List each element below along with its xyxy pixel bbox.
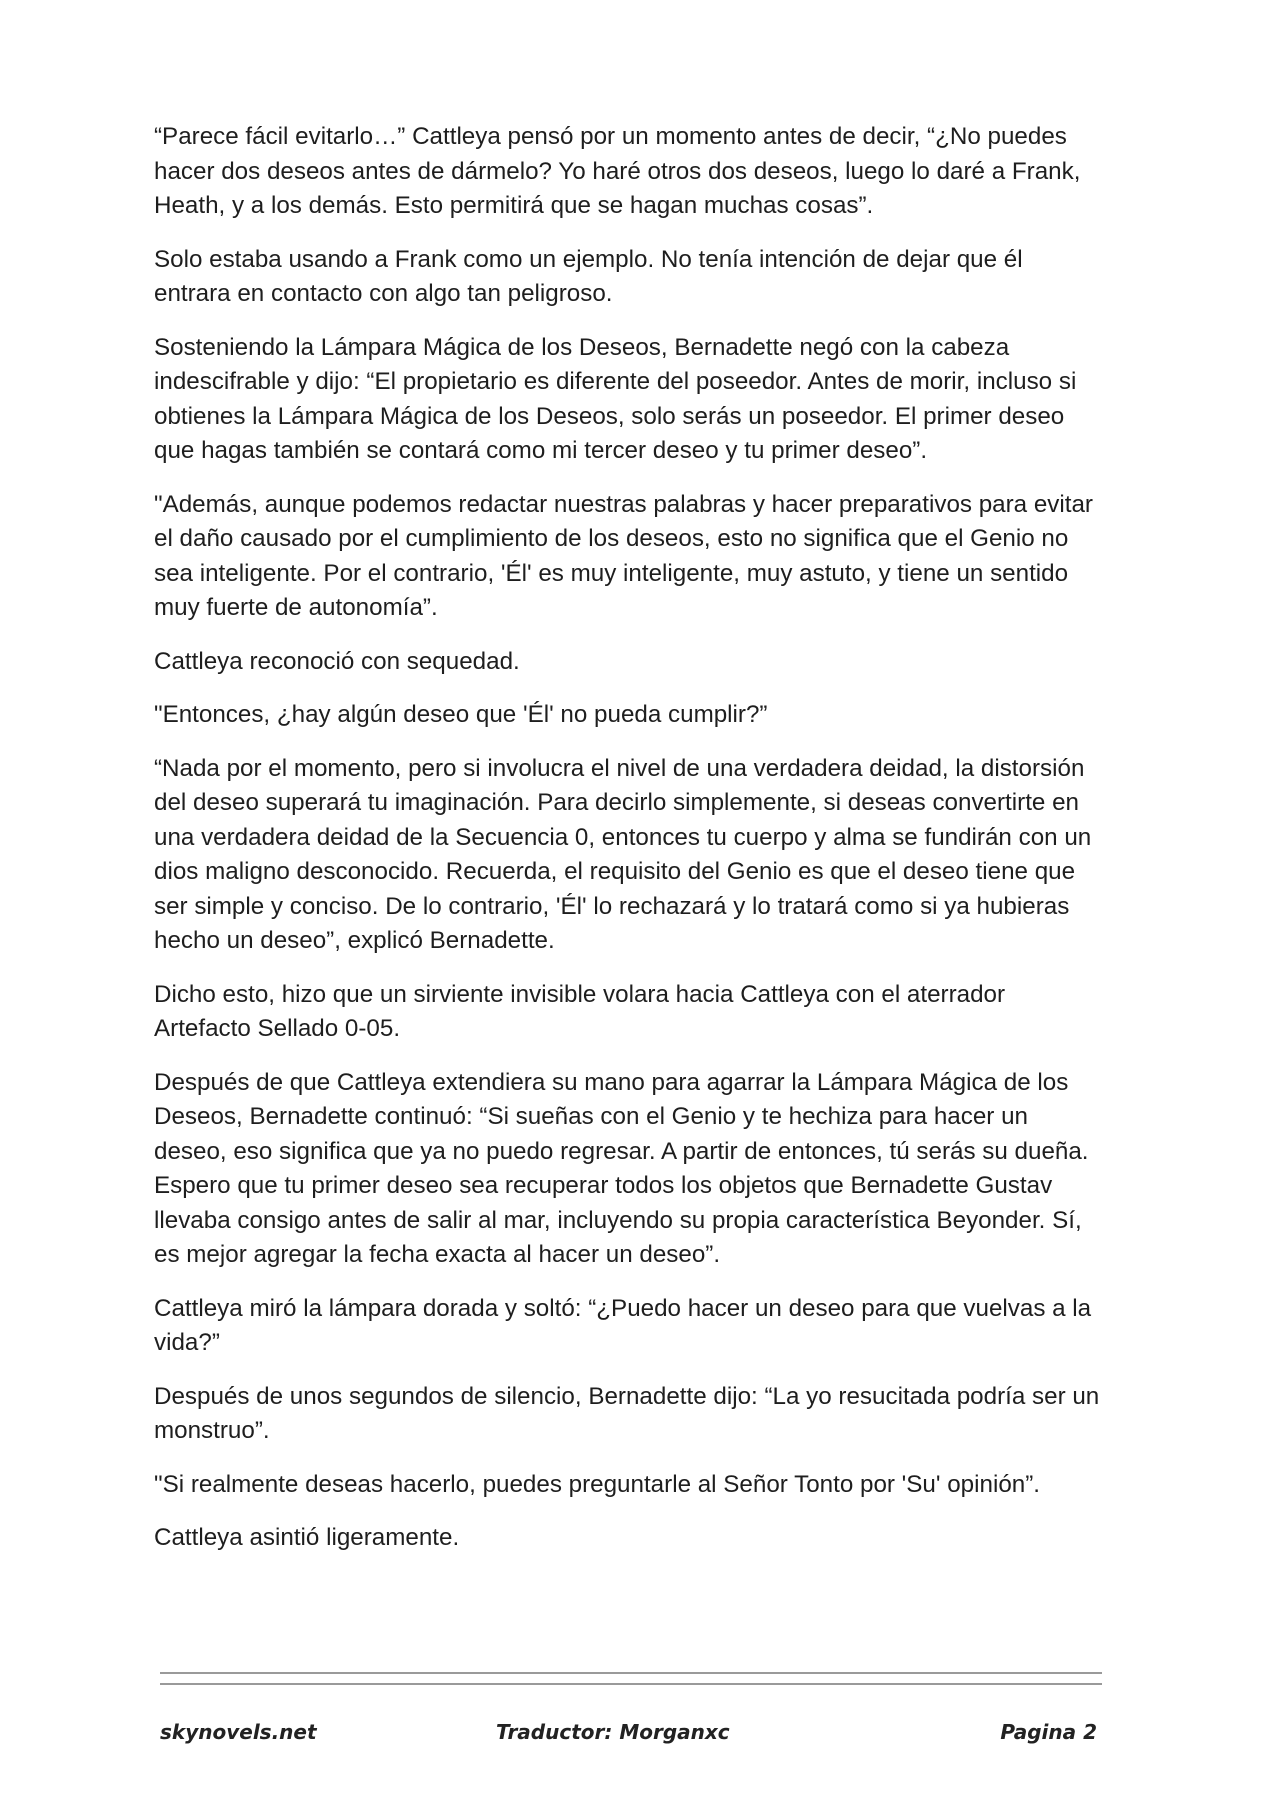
paragraph: "Además, aunque podemos redactar nuestras palabras y hacer preparativos para evitar el daño causado por el cumplimiento de los deseos, esto no significa que el Genio no sea inteligente. Por el contrario, 'Él' es muy inteligente, muy astuto, y tiene un sentido muy fuerte de autonomía”. <box>154 490 1093 621</box>
paragraph: Cattleya miró la lámpara dorada y soltó: “¿Puedo hacer un deseo para que vuelvas a la vida?” <box>154 1294 1092 1356</box>
paragraph: Después de que Cattleya extendiera su mano para agarrar la Lámpara Mágica de los Deseos, Bernadette continuó: “Si sueñas con el Genio y te hechiza para hacer un deseo, eso significa que ya no puedo regresar. A partir de entonces, tú serás su dueña. Espero que tu primer deseo sea recuperar todos los objetos que Bernadette Gustav llevaba consigo antes de salir al mar, incluyendo su propia característica Beyonder. Sí, es mejor agregar la fecha exacta al hacer un deseo”. <box>154 1068 1089 1268</box>
footer-page-number: Pagina 2 <box>1000 1720 1097 1744</box>
paragraph: Cattleya reconoció con sequedad. <box>154 647 520 675</box>
paragraph: Cattleya asintió ligeramente. <box>154 1524 460 1551</box>
paragraph: “Parece fácil evitarlo…” Cattleya pensó por un momento antes de decir, “¿No puedes hacer dos deseos antes de dármelo? Yo haré otros dos deseos, luego lo daré a Frank, Heath, y a los demás. Esto permitirá que se hagan muchas cosas”. <box>154 123 1081 219</box>
paragraph: "Entonces, ¿hay algún deseo que 'Él' no pueda cumplir?” <box>154 701 768 728</box>
footer-site-name: skynovels.net <box>160 1720 317 1744</box>
paragraph: Sosteniendo la Lámpara Mágica de los Deseos, Bernadette negó con la cabeza indescifrable y dijo: “El propietario es diferente del poseedor. Antes de morir, incluso si obtienes la Lámpara Mágica de los Deseos, solo serás un poseedor. El primer deseo que hagas también se contará como mi tercer deseo y tu primer deseo”. <box>154 333 1077 464</box>
paragraph: Después de unos segundos de silencio, Bernadette dijo: “La yo resucitada podría ser un monstruo”. <box>154 1382 1100 1444</box>
paragraph: "Si realmente deseas hacerlo, puedes preguntarle al Señor Tonto por 'Su' opinión”. <box>154 1470 1040 1498</box>
footer-divider-bottom <box>160 1683 1102 1685</box>
paragraph: “Nada por el momento, pero si involucra el nivel de una verdadera deidad, la distorsión del deseo superará tu imaginación. Para decirlo simplemente, si deseas convertirte en una verdadera deidad de la Secuencia 0, entonces tu cuerpo y alma se fundirán con un dios maligno desconocido. Recuerda, el requisito del Genio es que el deseo tiene que ser simple y conciso. De lo contrario, 'Él' lo rechazará y lo tratará como si ya hubieras hecho un deseo”, explicó Bernadette. <box>154 754 1092 954</box>
paragraph: Dicho esto, hizo que un sirviente invisible volara hacia Cattleya con el aterrador Artefacto Sellado 0-05. <box>154 980 1006 1042</box>
document-body <box>154 120 1104 1575</box>
footer-translator: Traductor: Morganxc <box>496 1720 730 1744</box>
paragraph: Solo estaba usando a Frank como un ejemplo. No tenía intención de dejar que él entrara en contacto con algo tan peligroso. <box>154 245 1023 307</box>
footer-divider-top <box>160 1672 1102 1674</box>
